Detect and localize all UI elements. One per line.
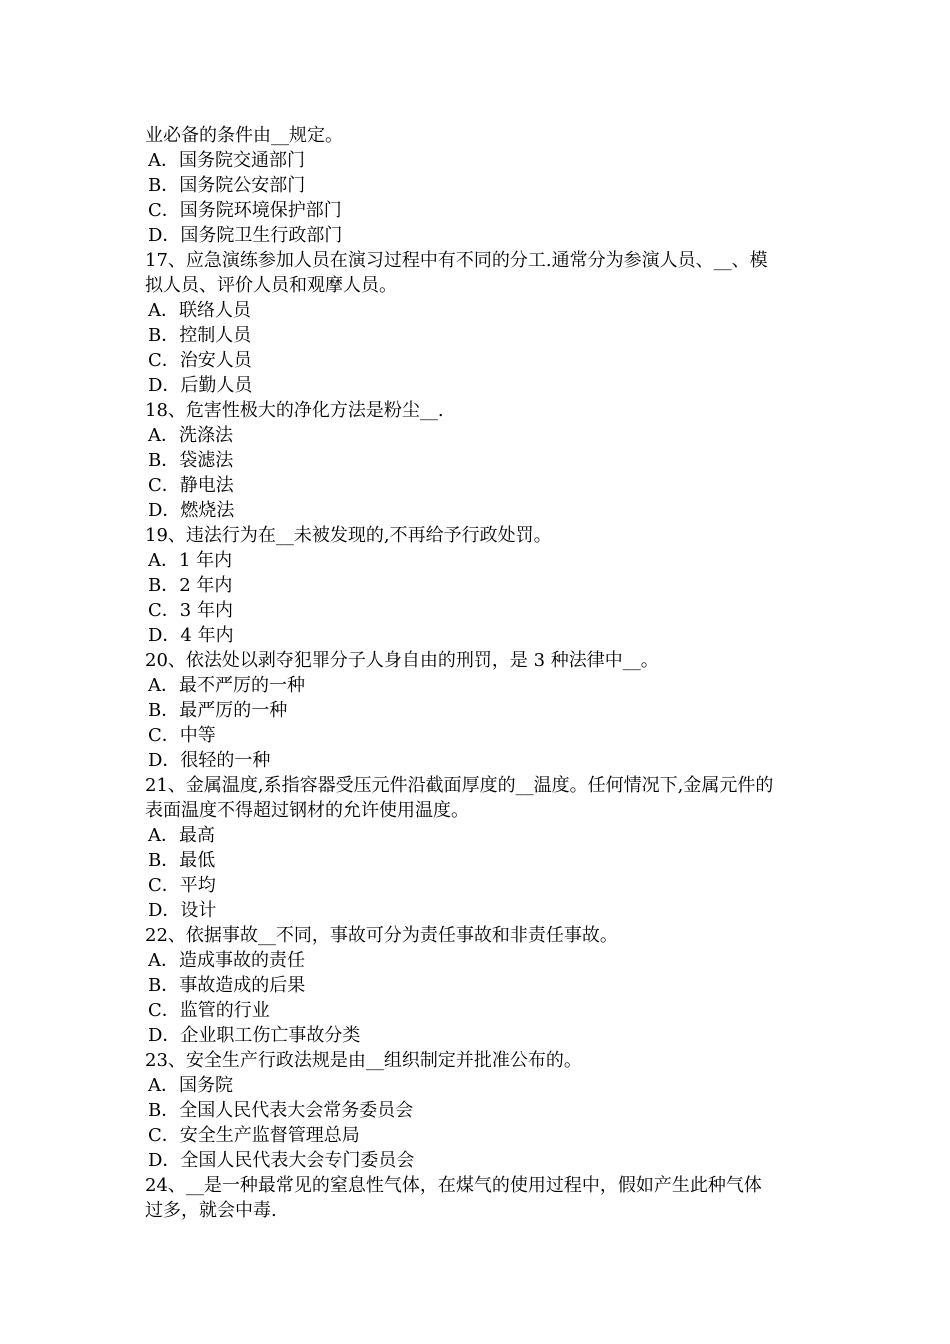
option-a: A．造成事故的责任 — [148, 950, 305, 971]
option-d: D．4 年内 — [148, 625, 234, 646]
option-a: A．最高 — [148, 825, 215, 846]
option-d: D．后勤人员 — [148, 375, 253, 396]
option-d: D．设计 — [148, 900, 217, 921]
option-c: C．平均 — [148, 875, 216, 896]
option-c: C．静电法 — [148, 475, 234, 496]
question-21-text: 21、金属温度,系指容器受压元件沿截面厚度的__温度。任何情况下,金属元件的 — [145, 775, 774, 796]
question-17-text-cont: 拟人员、评价人员和观摩人员。 — [145, 275, 397, 296]
question-24-text-cont: 过多，就会中毒. — [145, 1200, 277, 1221]
option-c: C．3 年内 — [148, 600, 233, 621]
option-d: D．国务院卫生行政部门 — [148, 225, 343, 246]
option-b: B．最低 — [148, 850, 216, 871]
option-d: D．很轻的一种 — [148, 750, 271, 771]
question-24-text: 24、__是一种最常见的窒息性气体，在煤气的使用过程中，假如产生此种气体 — [145, 1175, 762, 1196]
option-a: A．洗涤法 — [148, 425, 233, 446]
option-d: D．企业职工伤亡事故分类 — [148, 1025, 361, 1046]
option-a: A．联络人员 — [148, 300, 251, 321]
question-18-text: 18、危害性极大的净化方法是粉尘__. — [145, 400, 444, 421]
question-17-text: 17、应急演练参加人员在演习过程中有不同的分工.通常分为参演人员、__、模 — [145, 250, 768, 271]
option-a: A．1 年内 — [148, 550, 233, 571]
question-21-text-cont: 表面温度不得超过钢材的允许使用温度。 — [145, 800, 469, 821]
option-a: A．最不严厉的一种 — [148, 675, 305, 696]
option-c: C．监管的行业 — [148, 1000, 270, 1021]
option-c: C．中等 — [148, 725, 216, 746]
option-c: C．国务院环境保护部门 — [148, 200, 342, 221]
option-d: D．燃烧法 — [148, 500, 235, 521]
document-page — [145, 123, 810, 1223]
option-b: B．袋滤法 — [148, 450, 234, 471]
question-text: 业必备的条件由__规定。 — [145, 125, 343, 146]
question-19-text: 19、违法行为在__未被发现的,不再给予行政处罚。 — [145, 525, 552, 546]
option-b: B．全国人民代表大会常务委员会 — [148, 1100, 414, 1121]
option-a: A．国务院 — [148, 1075, 233, 1096]
option-b: B．控制人员 — [148, 325, 252, 346]
option-b: B．国务院公安部门 — [148, 175, 306, 196]
question-22-text: 22、依据事故__不同，事故可分为责任事故和非责任事故。 — [145, 925, 618, 946]
question-23-text: 23、安全生产行政法规是由__组织制定并批准公布的。 — [145, 1050, 582, 1071]
option-d: D．全国人民代表大会专门委员会 — [148, 1150, 415, 1171]
option-b: B．2 年内 — [148, 575, 233, 596]
option-c: C．治安人员 — [148, 350, 252, 371]
option-b: B．最严厉的一种 — [148, 700, 288, 721]
option-b: B．事故造成的后果 — [148, 975, 306, 996]
option-c: C．安全生产监督管理总局 — [148, 1125, 360, 1146]
question-20-text: 20、依法处以剥夺犯罪分子人身自由的刑罚，是 3 种法律中__。 — [145, 650, 659, 671]
option-a: A．国务院交通部门 — [148, 150, 305, 171]
